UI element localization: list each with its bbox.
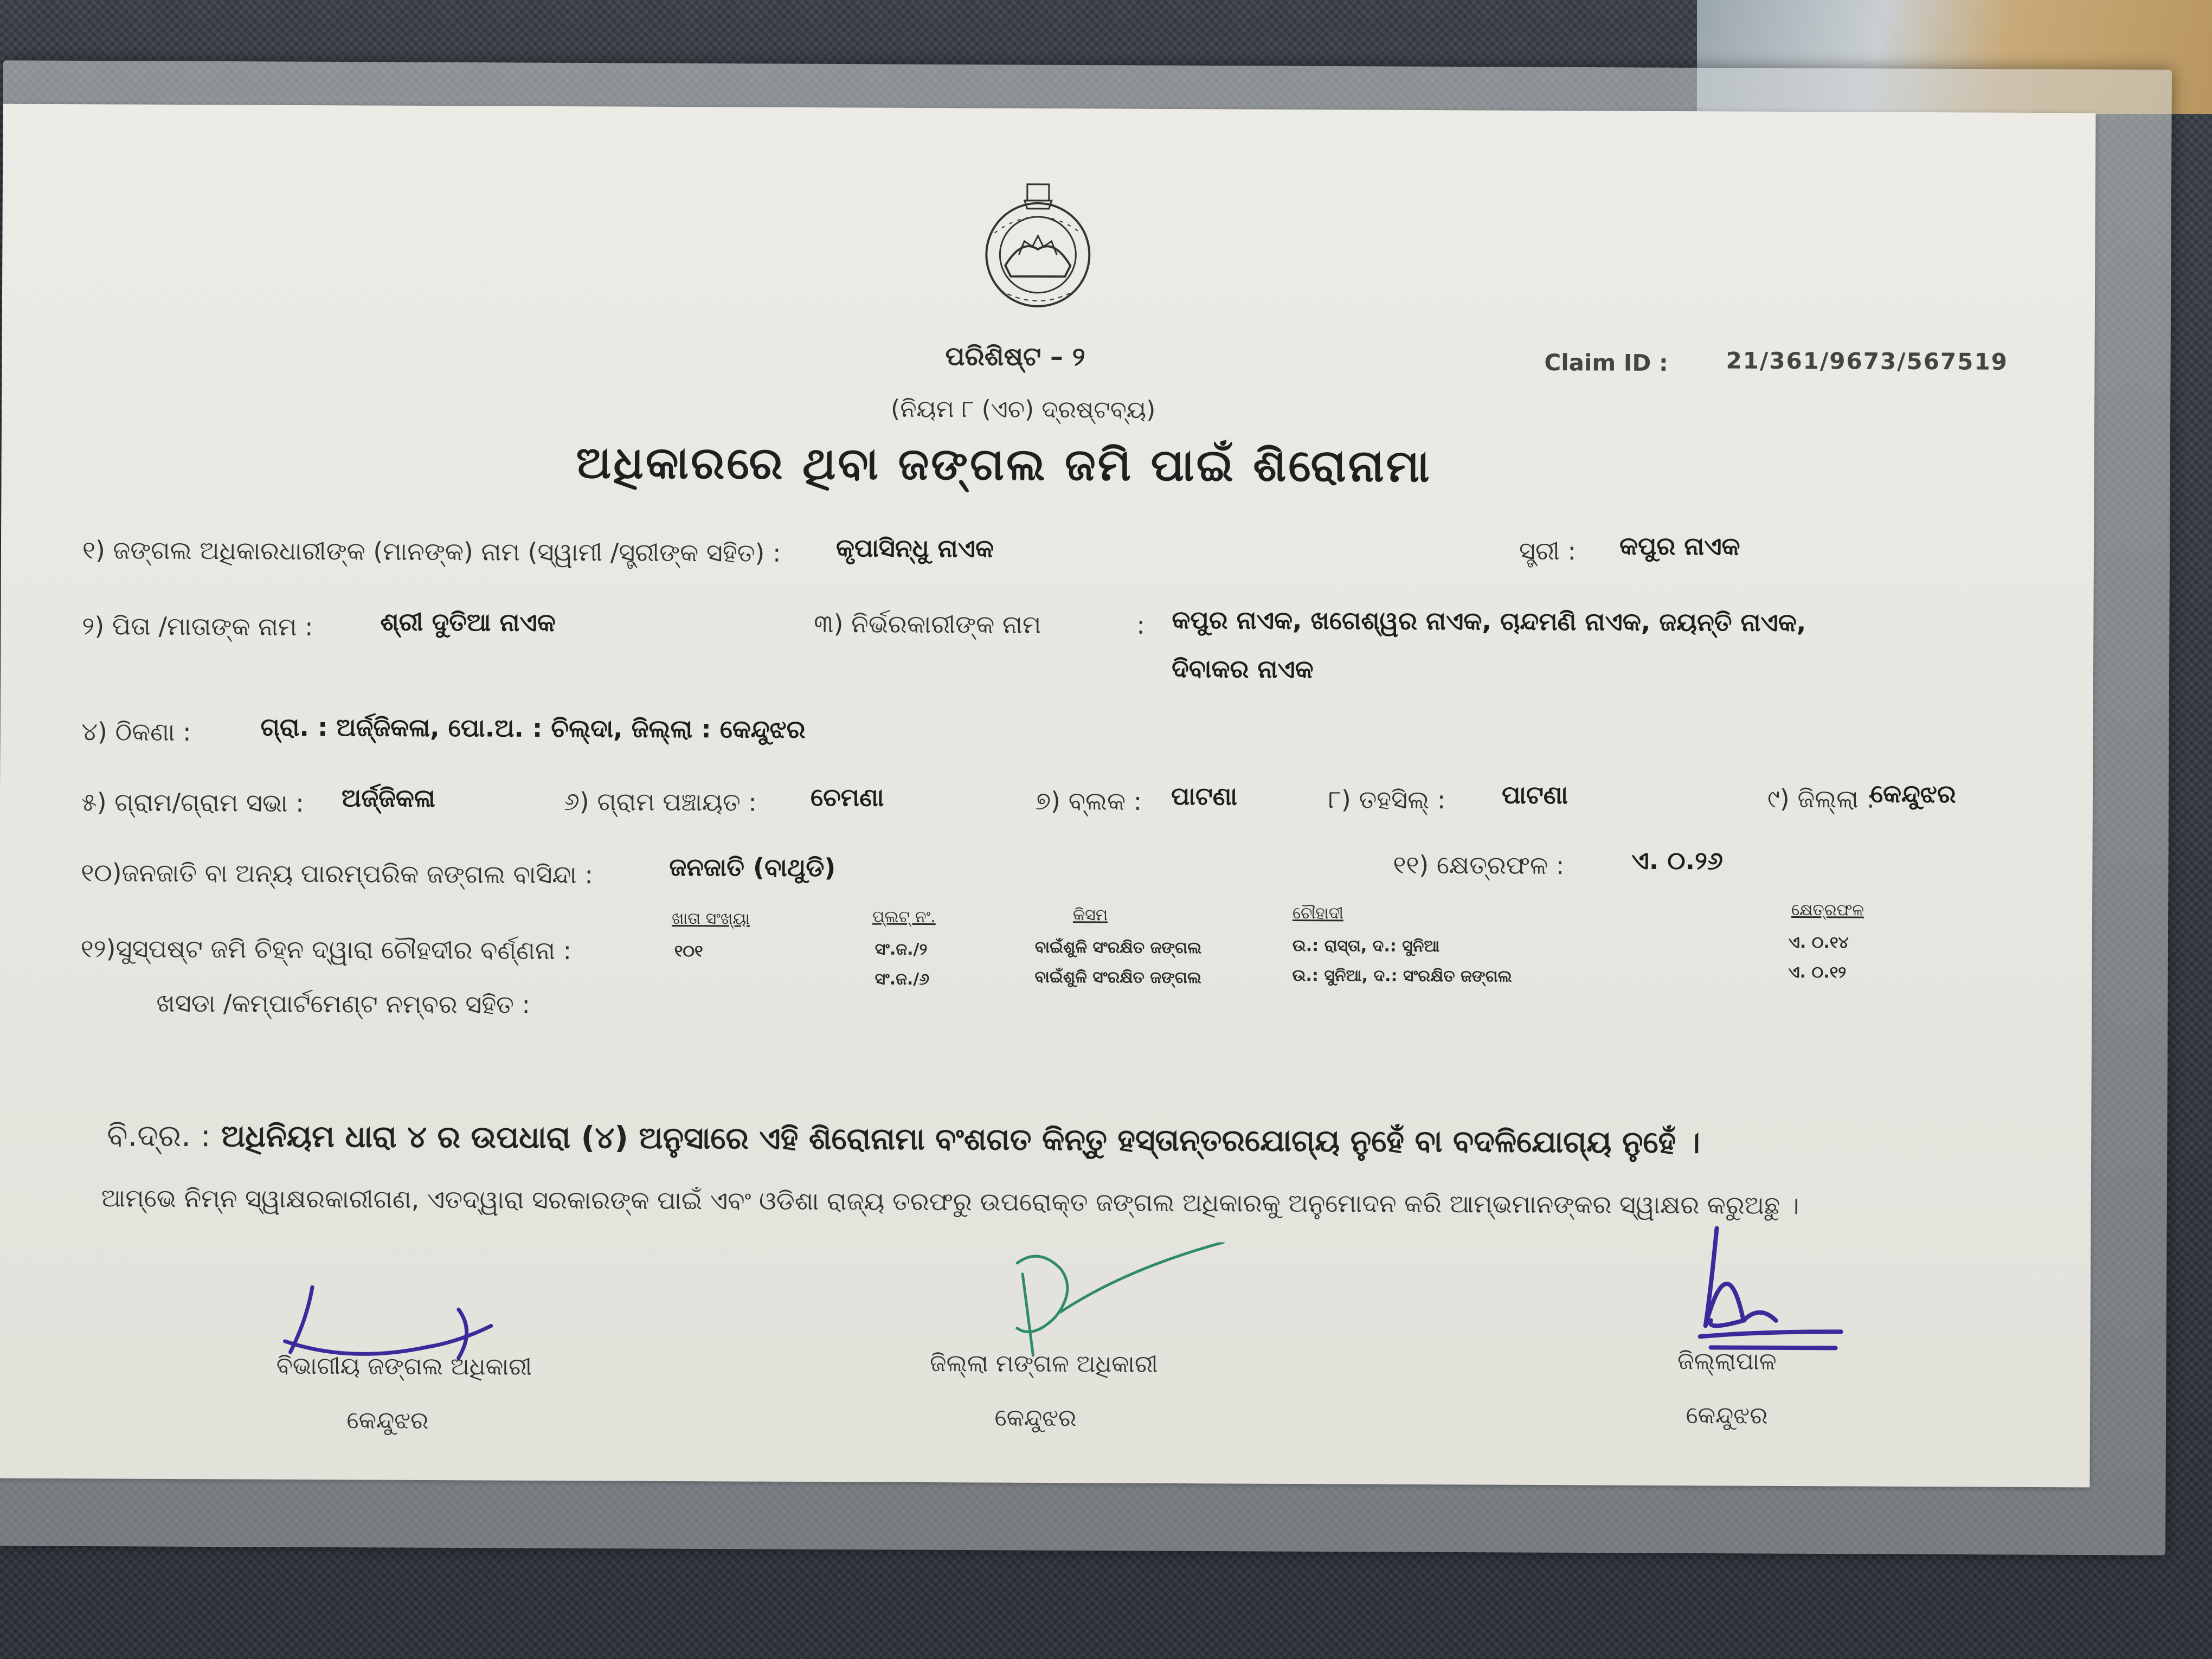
signatory-title: ଜିଲ୍ଲାପାଳ bbox=[1677, 1347, 1777, 1375]
spouse-value: କପୁର ନାଏକ bbox=[1619, 531, 1740, 561]
khasra-label: ଖସଡା /କମ୍ପାର୍ଟମେଣ୍ଟ ନମ୍ବର ସହିତ : bbox=[156, 988, 531, 1019]
signatory-place: କେନ୍ଦୁଝର bbox=[994, 1404, 1077, 1432]
holder-value: କୃପାସିନ୍ଧୁ ନାଏକ bbox=[835, 533, 994, 563]
signature-mark-welfare-officer bbox=[984, 1242, 1234, 1367]
claim-id-value: 21/361/9673/567519 bbox=[1726, 347, 2008, 375]
tribe-value: ଜନଜାତି (ବାଥୁଡି) bbox=[669, 852, 836, 883]
table-khata-value: ୧୦୧ bbox=[674, 942, 703, 961]
dependents-line1: କପୁର ନାଏକ, ଖଗେଶ୍ୱର ନାଏକ, ଚାନ୍ଦମଣି ନାଏକ, ଜୟନ୍ତି ନାଏକ, bbox=[1172, 605, 1806, 638]
address-label: ୪) ଠିକଣା : bbox=[81, 717, 191, 747]
father-label: ୨) ପିତା /ମାତାଙ୍କ ନାମ : bbox=[82, 611, 313, 642]
table-header-khata: ଖାତା ସଂଖ୍ୟା bbox=[671, 909, 750, 929]
table-header-plot: ପ୍ଲଟ୍ ନଂ. bbox=[872, 907, 936, 927]
tahasil-value: ପାଟଣା bbox=[1501, 780, 1568, 810]
signatory-title: ବିଭାଗୀୟ ଜଙ୍ଗଲ ଅଧିକାରୀ bbox=[276, 1352, 532, 1381]
table-header-kisam: କିସମ bbox=[1072, 905, 1108, 925]
legal-note bbox=[107, 1118, 1700, 1161]
title-certificate bbox=[0, 104, 2096, 1488]
claim-id-label: Claim ID : bbox=[1544, 349, 1668, 376]
table-row-area: ଏ. ୦.୧୪ bbox=[1788, 933, 1849, 953]
village-label: ୫) ଗ୍ରାମ/ଗ୍ରାମ ସଭା : bbox=[81, 787, 304, 818]
dependents-colon: : bbox=[1136, 610, 1145, 640]
signatory-place: କେନ୍ଦୁଝର bbox=[346, 1406, 429, 1435]
attestation-text: ଆମ୍ଭେ ନିମ୍ନ ସ୍ୱାକ୍ଷରକାରୀଗଣ, ଏତଦ୍ୱାରା ସରକାରଙ୍କ ପାଇଁ ଏବଂ ଓଡିଶା ରାଜ୍ୟ ତରଫରୁ ଉପରୋକ୍ତ ଜଙ୍ଗଲ ଅଧିକାରକୁ ଅନୁମୋଦନ କରି ଆମ୍ଭମାନଙ୍କର ସ୍ୱାକ୍ଷର କରୁଅଛୁ । bbox=[101, 1183, 1799, 1220]
dependents-label: ୩) ନିର୍ଭରକାରୀଙ୍କ ନାମ bbox=[814, 609, 1041, 639]
spouse-label: ସ୍ତ୍ରୀ : bbox=[1519, 536, 1577, 566]
village-value: ଅର୍ଜ୍ଜିକଳା bbox=[341, 783, 436, 813]
appendix-label: ପରିଶିଷ୍ଟ – ୨ bbox=[945, 341, 1085, 372]
area-label: ୧୧) କ୍ଷେତ୍ରଫଳ : bbox=[1393, 850, 1565, 880]
panchayat-label: ୬) ଗ୍ରାମ ପଞ୍ଚାୟତ : bbox=[563, 787, 757, 817]
area-value: ଏ. ୦.୨୬ bbox=[1631, 845, 1724, 876]
signatory-place: କେନ୍ଦୁଝର bbox=[1686, 1401, 1768, 1430]
block-label: ୭) ବ୍ଲକ : bbox=[1035, 786, 1142, 816]
district-value: କେନ୍ଦୁଝର bbox=[1870, 779, 1956, 809]
table-row-boundary: ଉ.: ସୁନିଆ, ଦ.: ସଂରକ୍ଷିତ ଜଙ୍ଗଲ bbox=[1292, 966, 1512, 986]
signature-mark-collector bbox=[1667, 1212, 1863, 1359]
legal-note-prefix: ବି.ଦ୍ର. : bbox=[107, 1118, 211, 1154]
tahasil-label: ୮) ତହସିଲ୍ : bbox=[1328, 785, 1446, 815]
block-value: ପାଟଣା bbox=[1171, 781, 1238, 811]
table-row-plot: ସଂ.ଜ./୨ bbox=[874, 940, 928, 960]
legal-note-text: ଅଧିନିୟମ ଧାରା ୪ ର ଉପଧାରା (୪) ଅନୁସାରେ ଏହି ଶିରୋନାମା ବଂଶଗତ କିନ୍ତୁ ହସ୍ତାନ୍ତରଯୋଗ୍ୟ ନୁହେଁ ବା ବଦଳିଯୋଗ୍ୟ ନୁହେଁ । bbox=[221, 1118, 1701, 1161]
district-label: ୯) ଜିଲ୍ଲା : bbox=[1767, 783, 1875, 814]
odisha-state-emblem-icon bbox=[973, 173, 1103, 314]
table-row-kisam: ବାଇଁଶୁଳି ସଂରକ୍ଷିତ ଜଙ୍ଗଲ bbox=[1034, 937, 1202, 958]
panchayat-value: ଚେମଣା bbox=[810, 782, 884, 812]
tribe-label: ୧୦)ଜନଜାତି ବା ଅନ୍ୟ ପାରମ୍ପରିକ ଜଙ୍ଗଲ ବାସିନ୍ଦା : bbox=[81, 858, 593, 890]
table-header-area: କ୍ଷେତ୍ରଫଳ bbox=[1791, 900, 1864, 920]
table-row-kisam: ବାଇଁଶୁଳି ସଂରକ୍ଷିତ ଜଙ୍ଗଲ bbox=[1034, 967, 1202, 988]
rule-reference: (ନିୟମ ୮ (ଏଚ) ଦ୍ରଷ୍ଟବ୍ୟ) bbox=[890, 395, 1156, 424]
table-row-boundary: ଉ.: ରାସ୍ତା, ଦ.: ସୁନିଆ bbox=[1292, 936, 1440, 956]
dependents-line2: ଦିବାକର ନାଏକ bbox=[1171, 654, 1314, 684]
address-value: ଗ୍ରା. : ଅର୍ଜ୍ଜିକଳା, ପୋ.ଅ. : ଚିଲ୍‌ଦା, ଜିଲ୍ଲା : କେନ୍ଦୁଝର bbox=[260, 712, 806, 744]
table-row-plot: ସଂ.ଜ./୬ bbox=[874, 969, 930, 989]
father-value: ଶ୍ରୀ ଦୁତିଆ ନାଏକ bbox=[380, 607, 556, 638]
document-title: ଅଧିକାରରେ ଥିବା ଜଙ୍ଗଲ ଜମି ପାଇଁ ଶିରୋନାମା bbox=[576, 437, 1432, 493]
holder-label: ୧) ଜଙ୍ଗଲ ଅଧିକାରଧାରୀଙ୍କ (ମାନଙ୍କ) ନାମ (ସ୍ୱାମୀ /ସ୍ତ୍ରୀଙ୍କ ସହିତ) : bbox=[82, 535, 781, 568]
table-row-area: ଏ. ୦.୧୨ bbox=[1788, 962, 1847, 982]
boundary-label: ୧୨)ସୁସ୍ପଷ୍ଟ ଜମି ଚିହ୍ନ ଦ୍ୱାରା ଚୌହଦୀର ବର୍ଣ୍ଣନା : bbox=[80, 934, 572, 966]
signatory-title: ଜିଲ୍ଲା ମଙ୍ଗଳ ଅଧିକାରୀ bbox=[929, 1349, 1158, 1378]
table-header-boundary: ଚୌହାଦୀ bbox=[1292, 903, 1344, 923]
